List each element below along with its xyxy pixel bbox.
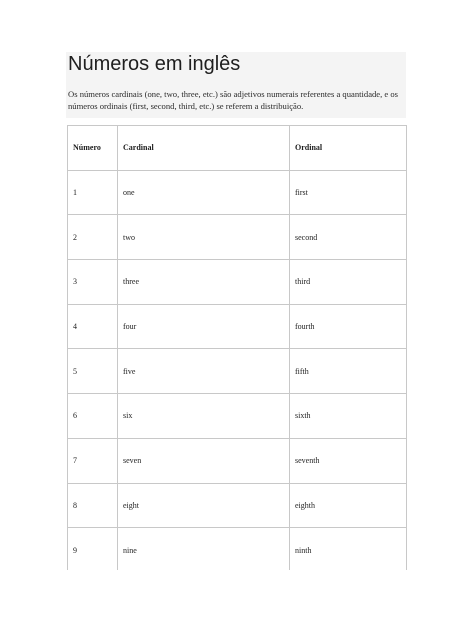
table-row [68,260,407,305]
cell-cardinal: seven [118,438,290,483]
table-row [68,394,407,439]
table-row [68,349,407,394]
cell-number: 8 [68,483,118,528]
table-row [68,304,407,349]
page-bottom-edge [0,570,474,632]
cell-number: 5 [68,349,118,394]
cell-ordinal: second [290,215,407,260]
column-header-cardinal: Cardinal [118,126,290,171]
cell-number: 1 [68,170,118,215]
cell-ordinal: first [290,170,407,215]
cell-number: 4 [68,304,118,349]
table-row [68,215,407,260]
cell-ordinal: ninth [290,528,407,573]
cell-number: 3 [68,260,118,305]
table-row [68,438,407,483]
cell-ordinal: fifth [290,349,407,394]
cell-cardinal: two [118,215,290,260]
cell-number: 9 [68,528,118,573]
table-header-row [68,126,407,171]
cell-cardinal: eight [118,483,290,528]
cell-number: 7 [68,438,118,483]
cell-cardinal: nine [118,528,290,573]
cell-ordinal: sixth [290,394,407,439]
cell-cardinal: one [118,170,290,215]
numbers-table [67,125,407,573]
table-row [68,528,407,573]
cell-number: 6 [68,394,118,439]
cell-ordinal: third [290,260,407,305]
cell-cardinal: four [118,304,290,349]
intro-paragraph: Os números cardinais (one, two, three, etc.) são adjetivos numerais referentes a quantidade, e os números ordinais (first, second, third, etc.) se referem a distribuição. [68,89,399,111]
cell-cardinal: five [118,349,290,394]
column-header-ordinal: Ordinal [290,126,407,171]
cell-ordinal: seventh [290,438,407,483]
page-title: Números em inglês [68,53,241,75]
cell-cardinal: six [118,394,290,439]
table-row [68,170,407,215]
table-row [68,483,407,528]
cell-cardinal: three [118,260,290,305]
column-header-numero: Número [68,126,118,171]
cell-ordinal: eighth [290,483,407,528]
cell-number: 2 [68,215,118,260]
cell-ordinal: fourth [290,304,407,349]
